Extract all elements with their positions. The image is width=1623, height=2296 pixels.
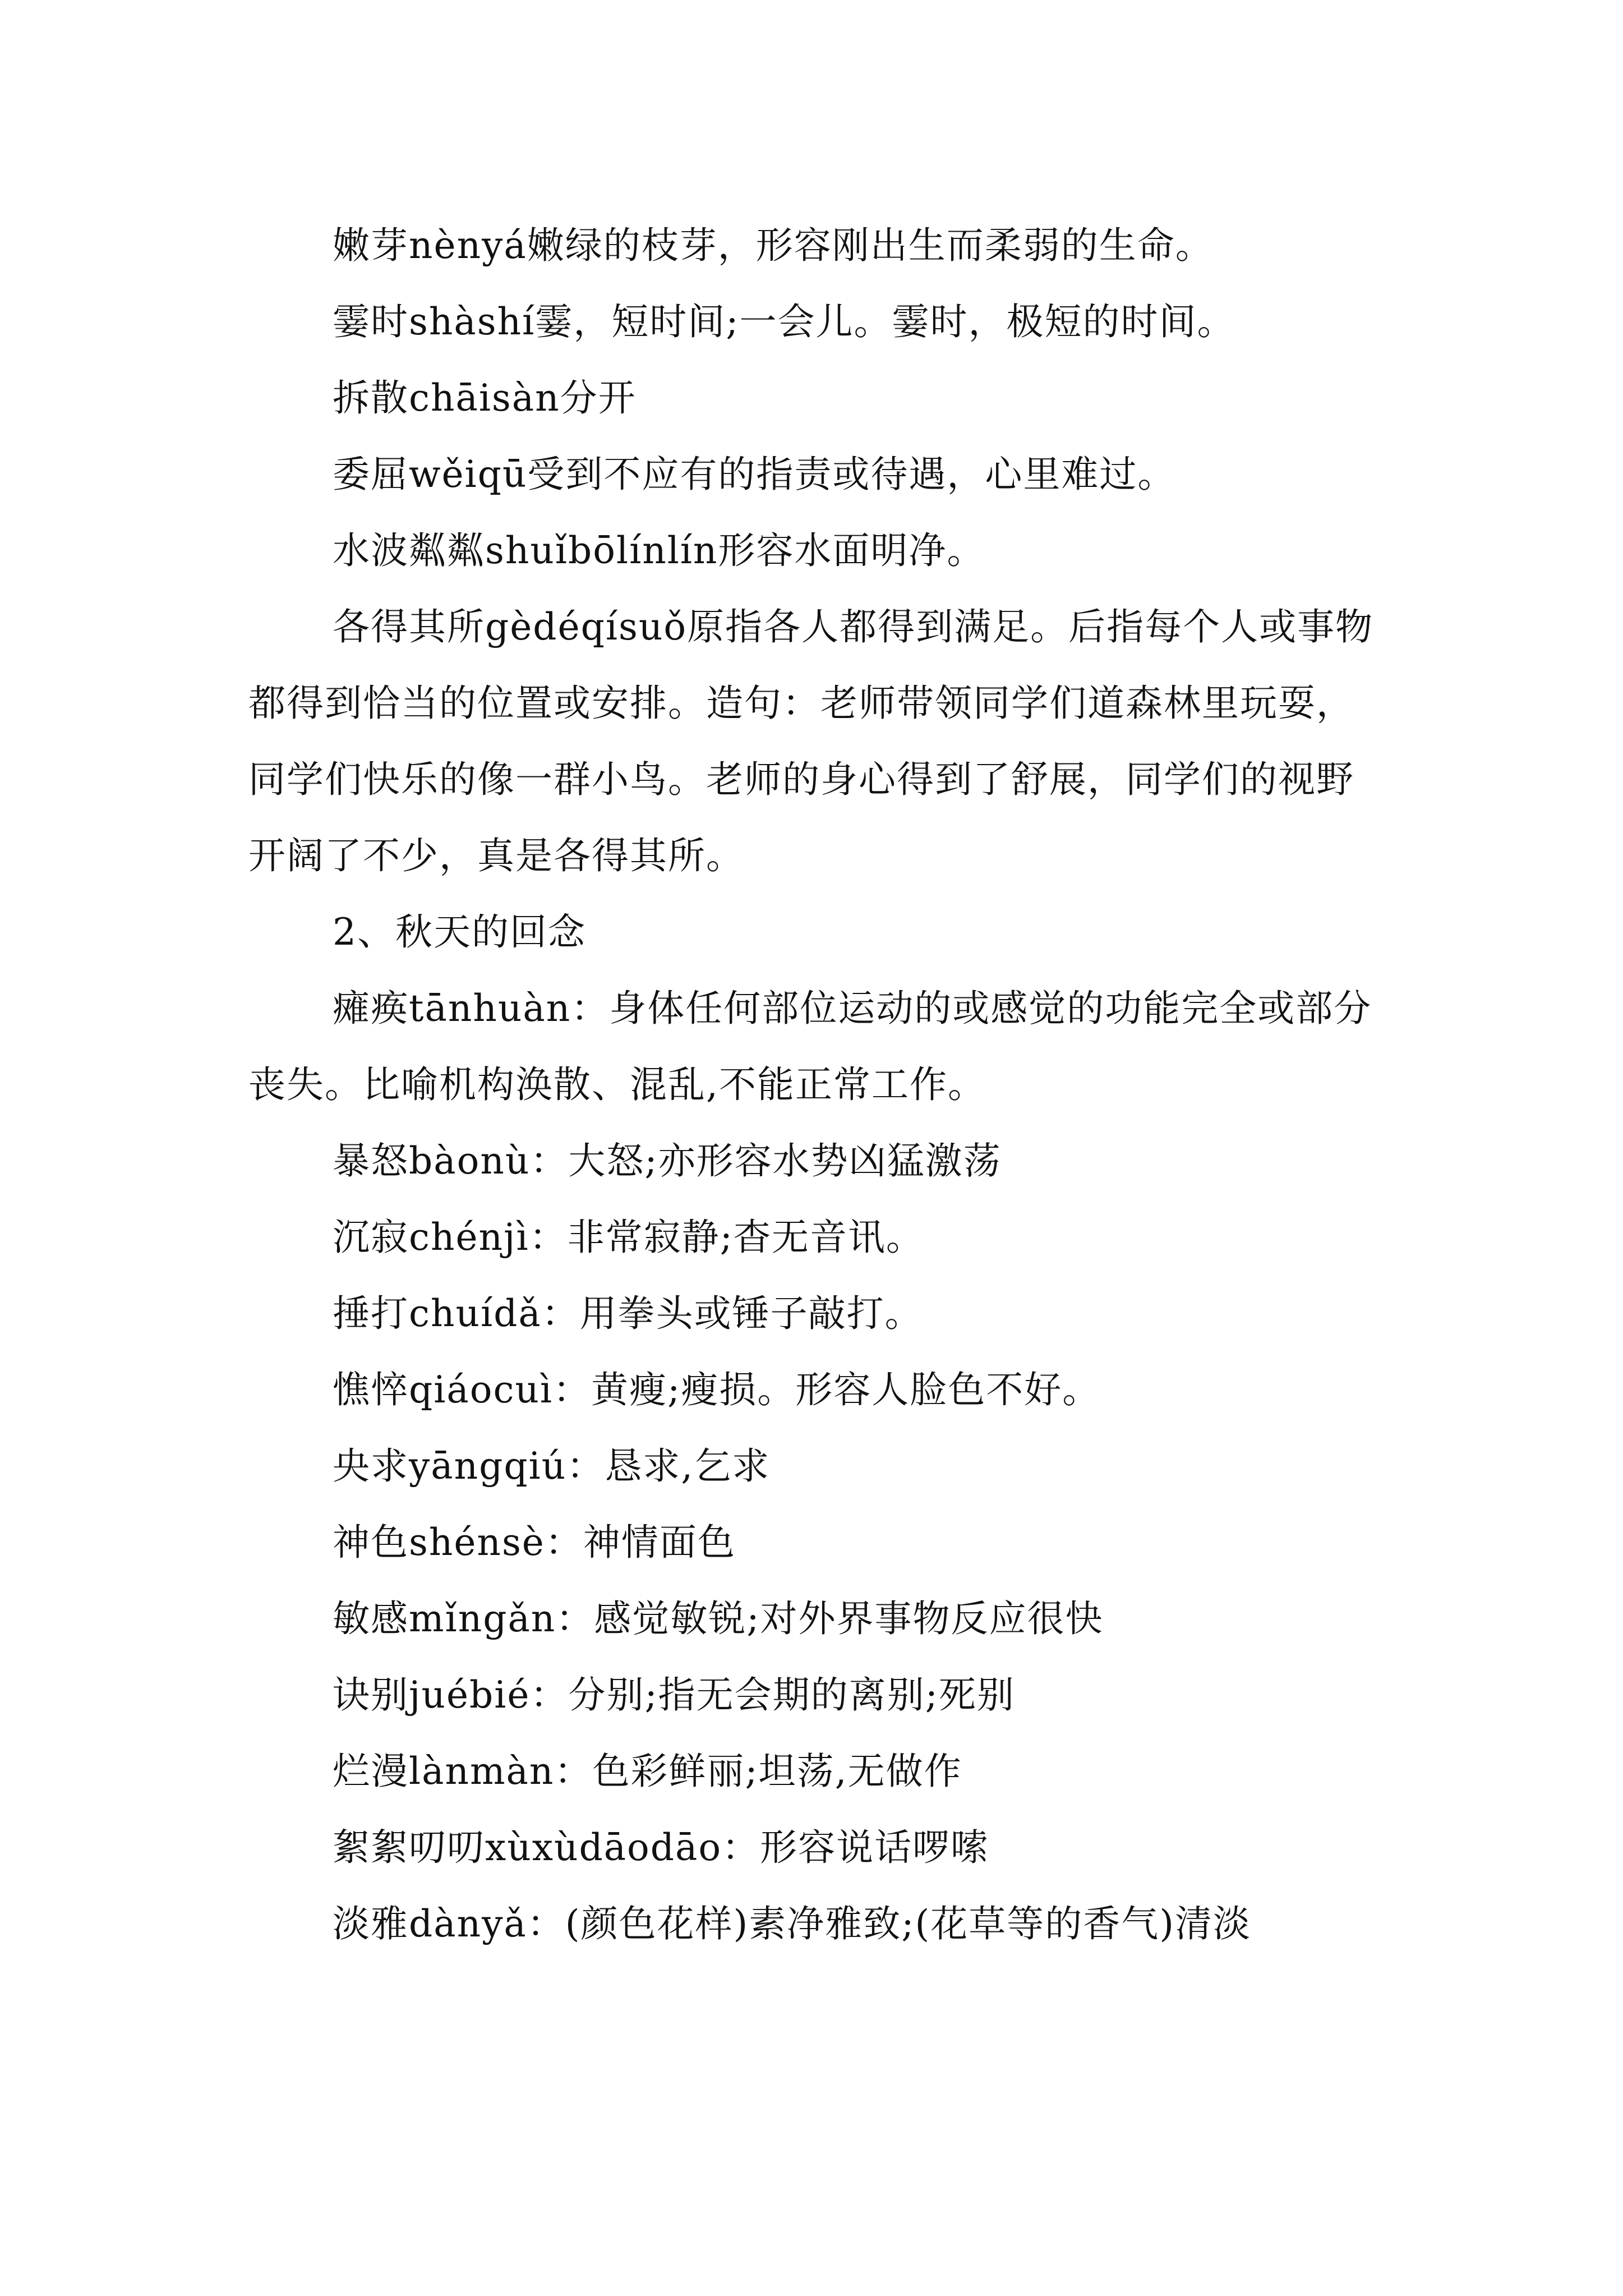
paragraph-tanhuan: 瘫痪tānhuàn：身体任何部位运动的或感觉的功能完全或部分丧失。比喻机构涣散、混乱,不能正常工作。	[248, 987, 1372, 1106]
paragraph-mingan: 敏感mǐngǎn：感觉敏锐;对外界事物反应很快	[333, 1597, 1104, 1640]
paragraph-baonu: 暴怒bàonù：大怒;亦形容水势凶猛激荡	[333, 1139, 1002, 1182]
paragraph-shashi: 霎时shàshí霎，短时间;一会儿。霎时，极短的时间。	[333, 300, 1235, 343]
paragraph-qiaocui: 憔悴qiáocuì：黄瘦;瘦损。形容人脸色不好。	[333, 1368, 1101, 1411]
paragraph-yangqiu: 央求yāngqiú：恳求,乞求	[333, 1444, 771, 1488]
paragraph-chenji: 沉寂chénjì：非常寂静;杳无音讯。	[333, 1216, 924, 1259]
paragraph-shuibolinlin: 水波粼粼shuǐbōlínlín形容水面明净。	[333, 529, 985, 572]
paragraph-chaisan: 拆散chāisàn分开	[333, 376, 637, 420]
section-heading-autumn-memory: 2、秋天的回念	[333, 910, 586, 954]
paragraph-lanman: 烂漫lànmàn：色彩鲜丽;坦荡,无做作	[333, 1750, 962, 1793]
paragraph-weiqu: 委屈wěiqū受到不应有的指责或待遇，心里难过。	[333, 453, 1176, 496]
document-page	[248, 208, 1387, 1962]
paragraph-chuida: 捶打chuídǎ：用拳头或锤子敲打。	[333, 1292, 923, 1335]
paragraph-xuxudaodao: 絮絮叨叨xùxùdāodāo：形容说话啰嗦	[333, 1826, 989, 1869]
paragraph-shense: 神色shénsè：神情面色	[333, 1521, 736, 1564]
paragraph-juebie: 诀别juébié：分别;指无会期的离别;死别	[333, 1673, 1015, 1717]
paragraph-danya: 淡雅dànyǎ：(颜色花样)素净雅致;(花草等的香气)清淡	[333, 1902, 1251, 1945]
paragraph-nenya: 嫩芽nènyá嫩绿的枝芽，形容刚出生而柔弱的生命。	[333, 224, 1214, 267]
paragraph-gedeqisuo: 各得其所gèdéqísuǒ原指各人都得到满足。后指每个人或事物都得到恰当的位置或安排。造句：老师带领同学们道森林里玩耍，同学们快乐的像一群小鸟。老师的身心得到了舒展，同学们的视野开阔了不少，真是各得其所。	[248, 605, 1374, 877]
